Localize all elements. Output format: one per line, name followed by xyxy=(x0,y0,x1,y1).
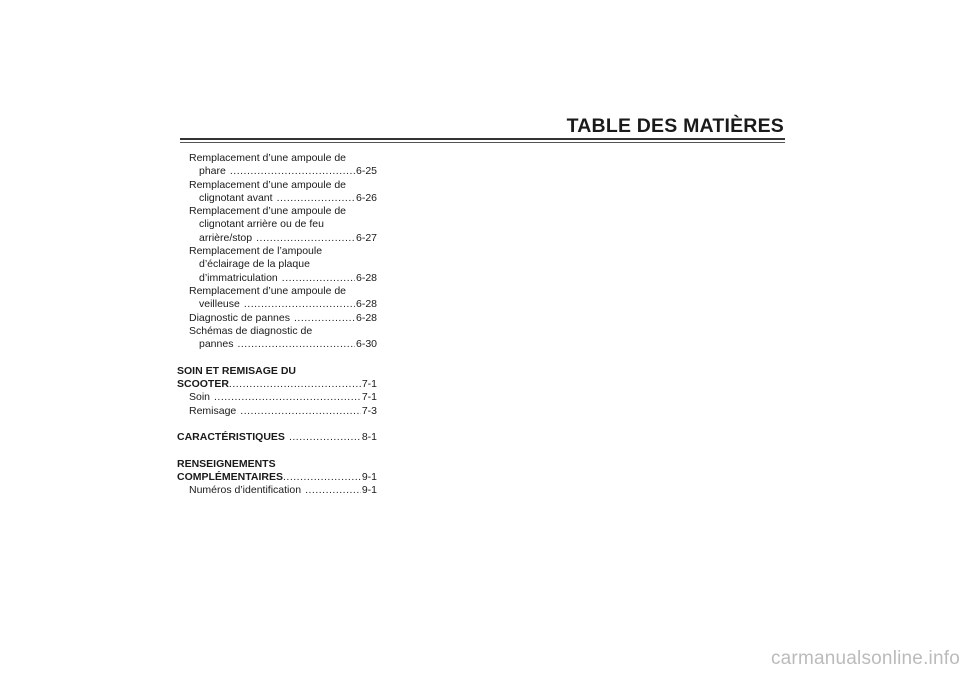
toc-entry-line: Remplacement d’une ampoule de xyxy=(189,178,347,191)
watermark: carmanualsonline.info xyxy=(770,648,960,669)
page-number: 6-28 xyxy=(355,311,377,324)
toc-entry-troubleshooting-charts[interactable]: pannes ..... 6-30 xyxy=(177,338,377,351)
page-number: 7-1 xyxy=(361,378,377,391)
toc-entry-identification-numbers[interactable]: Numéros d’identification ..... 9-1 xyxy=(177,484,377,497)
spacer xyxy=(177,351,377,364)
toc-entry-line: Remplacement d’une ampoule de xyxy=(189,284,347,297)
toc-entry-care[interactable]: Soin ..... 7-1 xyxy=(177,391,377,404)
toc-entry-rear-turn-signal-bulb[interactable]: arrière/stop ..... 6-27 xyxy=(177,232,377,245)
leader-dots xyxy=(240,405,361,418)
page-number: 8-1 xyxy=(361,431,377,444)
toc-chapter-consumer-information[interactable]: COMPLÉMENTAIRES ..... 9-1 xyxy=(177,471,377,484)
toc-chapter-line: SOIN ET REMISAGE DU xyxy=(177,364,297,377)
toc-entry-line: d’éclairage de la plaque xyxy=(199,258,310,271)
spacer xyxy=(177,418,377,431)
page-number: 6-30 xyxy=(355,338,377,351)
toc-chapter-specifications[interactable]: CARACTÉRISTIQUES ..... 8-1 xyxy=(177,431,377,444)
page-title: TABLE DES MATIÈRES xyxy=(566,115,784,137)
toc-entry-front-turn-signal-bulb[interactable]: clignotant avant ..... 6-26 xyxy=(177,192,377,205)
page-number: 7-1 xyxy=(361,391,377,404)
page-number: 9-1 xyxy=(361,484,377,497)
table-of-contents xyxy=(177,152,377,498)
title-rule xyxy=(180,138,785,140)
toc-entry-headlight-bulb[interactable]: phare ..... 6-25 xyxy=(177,165,377,178)
toc-entry-line: Remplacement d’une ampoule de xyxy=(189,152,347,164)
leader-dots xyxy=(256,232,355,245)
leader-dots xyxy=(283,471,361,484)
leader-dots xyxy=(294,312,355,325)
toc-entry-license-plate-bulb[interactable]: d’immatriculation ..... 6-28 xyxy=(177,272,377,285)
leader-dots xyxy=(229,378,361,391)
toc-entry-line: Remplacement de l’ampoule xyxy=(189,245,323,258)
toc-entry-line: Schémas de diagnostic de xyxy=(189,324,313,337)
leader-dots xyxy=(230,165,355,178)
leader-dots xyxy=(305,484,361,497)
page-number: 7-3 xyxy=(361,404,377,417)
spacer xyxy=(177,445,377,458)
leader-dots xyxy=(244,298,355,311)
page-number: 9-1 xyxy=(361,471,377,484)
title-rule-thin xyxy=(180,142,785,143)
toc-entry-line: clignotant arrière ou de feu xyxy=(199,218,324,231)
toc-chapter-care-and-storage[interactable]: SCOOTER ..... 7-1 xyxy=(177,378,377,391)
toc-chapter-line: RENSEIGNEMENTS xyxy=(177,457,276,470)
page-number: 6-27 xyxy=(355,231,377,244)
toc-entry-storage[interactable]: Remisage ..... 7-3 xyxy=(177,405,377,418)
leader-dots xyxy=(237,338,355,351)
page-number: 6-28 xyxy=(355,271,377,284)
toc-entry-line: Remplacement d’une ampoule de xyxy=(189,205,347,218)
toc-entry-troubleshooting[interactable]: Diagnostic de pannes ..... 6-28 xyxy=(177,312,377,325)
page-number: 6-25 xyxy=(355,165,377,178)
toc-entry-auxiliary-light-bulb[interactable]: veilleuse ..... 6-28 xyxy=(177,298,377,311)
leader-dots xyxy=(282,272,355,285)
page-number: 6-26 xyxy=(355,191,377,204)
leader-dots xyxy=(277,192,355,205)
leader-dots xyxy=(289,431,361,444)
page-number: 6-28 xyxy=(355,298,377,311)
leader-dots xyxy=(214,391,361,404)
